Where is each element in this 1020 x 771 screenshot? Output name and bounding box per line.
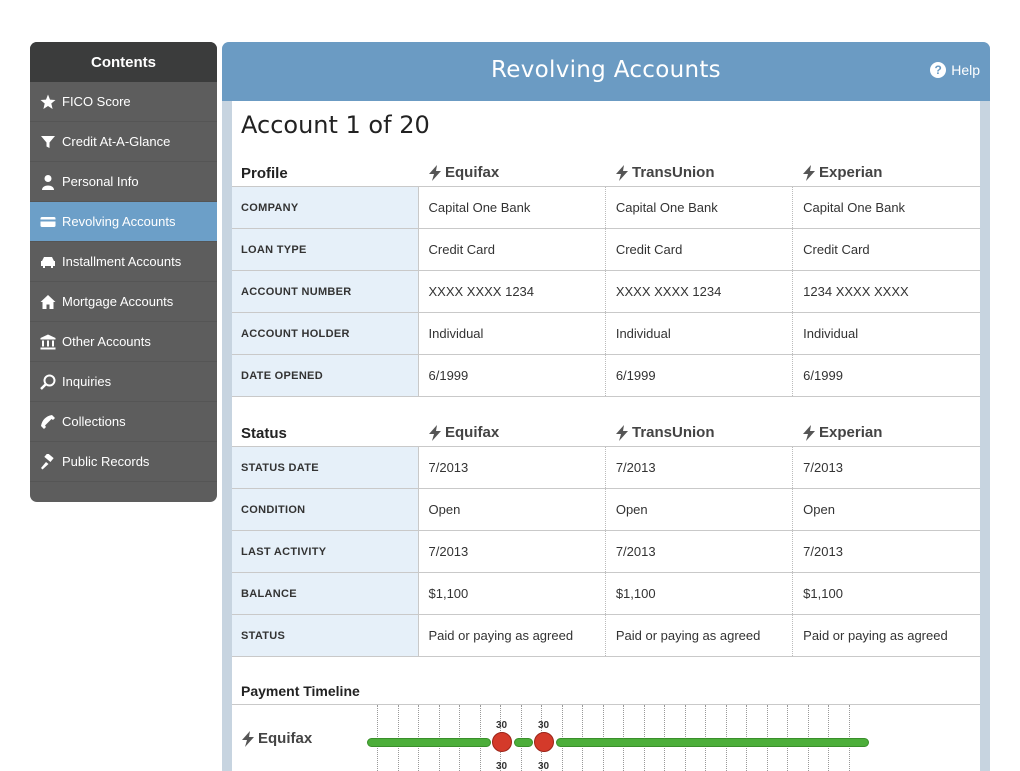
- question-icon: ?: [930, 62, 946, 78]
- lightning-icon: [428, 165, 442, 181]
- sidebar-item-label: Credit At-A-Glance: [62, 134, 171, 149]
- timeline-paid-segment: [367, 738, 491, 747]
- cell-experian: Paid or paying as agreed: [793, 615, 980, 657]
- help-button[interactable]: [930, 62, 980, 78]
- row-label: BALANCE: [232, 573, 418, 615]
- sidebar-item-public-records[interactable]: [30, 442, 217, 482]
- cell-transunion: Paid or paying as agreed: [605, 615, 792, 657]
- sidebar-item-label: Collections: [62, 414, 126, 429]
- row-label: STATUS: [232, 615, 418, 657]
- row-label: ACCOUNT NUMBER: [232, 271, 418, 313]
- cell-equifax: Paid or paying as agreed: [418, 615, 605, 657]
- cell-experian: $1,100: [793, 573, 980, 615]
- cell-experian: Credit Card: [793, 229, 980, 271]
- filter-icon: [40, 134, 56, 150]
- cell-experian: 7/2013: [793, 447, 980, 489]
- lightning-icon: [615, 165, 629, 181]
- table-row: [232, 187, 980, 229]
- cell-transunion: Capital One Bank: [605, 187, 792, 229]
- sidebar-item-mortgage-accounts[interactable]: [30, 282, 217, 322]
- page-title: Revolving Accounts: [491, 57, 721, 83]
- cell-transunion: Credit Card: [605, 229, 792, 271]
- cell-transunion: $1,100: [605, 573, 792, 615]
- sidebar-item-label: Mortgage Accounts: [62, 294, 174, 309]
- cell-equifax: Credit Card: [418, 229, 605, 271]
- house-icon: [40, 294, 56, 310]
- timeline-paid-segment: [556, 738, 869, 747]
- table-row: [232, 229, 980, 271]
- payment-timeline: [367, 705, 887, 771]
- table-row: [232, 531, 980, 573]
- lightning-icon: [428, 425, 442, 441]
- cell-experian: 6/1999: [793, 355, 980, 397]
- bureau-transunion: TransUnion: [615, 164, 715, 181]
- phone-icon: [40, 414, 56, 430]
- page-header: [222, 42, 990, 101]
- cell-equifax: XXXX XXXX 1234: [418, 271, 605, 313]
- sidebar-item-revolving-accounts[interactable]: [30, 202, 217, 242]
- table-row: [232, 573, 980, 615]
- sidebar-item-collections[interactable]: [30, 402, 217, 442]
- cell-transunion: XXXX XXXX 1234: [605, 271, 792, 313]
- sidebar-item-label: Other Accounts: [62, 334, 151, 349]
- cell-equifax: 7/2013: [418, 531, 605, 573]
- sidebar-item-label: Installment Accounts: [62, 254, 182, 269]
- sidebar-item-credit-at-a-glance[interactable]: [30, 122, 217, 162]
- sidebar-item-fico-score[interactable]: [30, 82, 217, 122]
- main-panel: [222, 42, 990, 771]
- table-row: [232, 615, 980, 657]
- sidebar-item-installment-accounts[interactable]: [30, 242, 217, 282]
- row-label: COMPANY: [232, 187, 418, 229]
- bureau-equifax: Equifax: [428, 164, 499, 181]
- late-days-label: 30: [538, 761, 550, 771]
- table-row: [232, 313, 980, 355]
- cell-experian: 1234 XXXX XXXX: [793, 271, 980, 313]
- sidebar-item-label: Revolving Accounts: [62, 214, 176, 229]
- lightning-icon: [241, 731, 255, 747]
- star-icon: [40, 94, 56, 110]
- car-icon: [40, 254, 56, 270]
- row-label: CONDITION: [232, 489, 418, 531]
- timeline-paid-segment: [514, 738, 533, 747]
- row-label: LOAN TYPE: [232, 229, 418, 271]
- bureau-transunion: TransUnion: [615, 424, 715, 441]
- cell-transunion: Open: [605, 489, 792, 531]
- sidebar-item-label: FICO Score: [62, 94, 131, 109]
- table-row: [232, 355, 980, 397]
- sidebar-item-label: Public Records: [62, 454, 150, 469]
- lightning-icon: [802, 425, 816, 441]
- sidebar-item-inquiries[interactable]: [30, 362, 217, 402]
- lightning-icon: [615, 425, 629, 441]
- profile-header: [232, 159, 980, 185]
- timeline-title: Payment Timeline: [241, 683, 360, 699]
- cell-transunion: 7/2013: [605, 531, 792, 573]
- magnifier-icon: [40, 374, 56, 390]
- row-label: LAST ACTIVITY: [232, 531, 418, 573]
- cell-equifax: Individual: [418, 313, 605, 355]
- late-days-label: 30: [496, 720, 508, 731]
- late-days-label: 30: [538, 720, 550, 731]
- bureau-experian: Experian: [802, 164, 882, 181]
- table-row: [232, 447, 980, 489]
- status-table: [232, 446, 980, 657]
- bank-icon: [40, 334, 56, 350]
- late-days-label: 30: [496, 761, 508, 771]
- cell-transunion: Individual: [605, 313, 792, 355]
- cell-equifax: 7/2013: [418, 447, 605, 489]
- sidebar-nav: [30, 42, 217, 502]
- cell-transunion: 7/2013: [605, 447, 792, 489]
- sidebar-title: Contents: [30, 42, 217, 82]
- cell-experian: Capital One Bank: [793, 187, 980, 229]
- row-label: DATE OPENED: [232, 355, 418, 397]
- sidebar-item-other-accounts[interactable]: [30, 322, 217, 362]
- cell-equifax: Open: [418, 489, 605, 531]
- cell-equifax: Capital One Bank: [418, 187, 605, 229]
- cell-experian: Open: [793, 489, 980, 531]
- status-header: [232, 419, 980, 445]
- cell-equifax: $1,100: [418, 573, 605, 615]
- bureau-equifax: Equifax: [428, 424, 499, 441]
- profile-label: Profile: [241, 165, 288, 182]
- credit-card-icon: [40, 214, 56, 230]
- cell-experian: 7/2013: [793, 531, 980, 573]
- sidebar-item-label: Personal Info: [62, 174, 139, 189]
- cell-equifax: 6/1999: [418, 355, 605, 397]
- cell-transunion: 6/1999: [605, 355, 792, 397]
- gavel-icon: [40, 454, 56, 470]
- profile-table: [232, 186, 980, 397]
- row-label: STATUS DATE: [232, 447, 418, 489]
- account-content: [232, 101, 980, 771]
- sidebar-item-personal-info[interactable]: [30, 162, 217, 202]
- table-row: [232, 271, 980, 313]
- row-label: ACCOUNT HOLDER: [232, 313, 418, 355]
- help-label: Help: [951, 62, 980, 78]
- account-title: Account 1 of 20: [241, 111, 430, 139]
- late-payment-marker[interactable]: [534, 732, 554, 752]
- sidebar-item-label: Inquiries: [62, 374, 112, 389]
- bureau-experian: Experian: [802, 424, 882, 441]
- sidebar-list: [30, 82, 217, 482]
- status-label: Status: [241, 425, 287, 442]
- table-row: [232, 489, 980, 531]
- timeline-bureau: Equifax: [241, 730, 312, 747]
- cell-experian: Individual: [793, 313, 980, 355]
- lightning-icon: [802, 165, 816, 181]
- late-payment-marker[interactable]: [492, 732, 512, 752]
- person-icon: [40, 174, 56, 190]
